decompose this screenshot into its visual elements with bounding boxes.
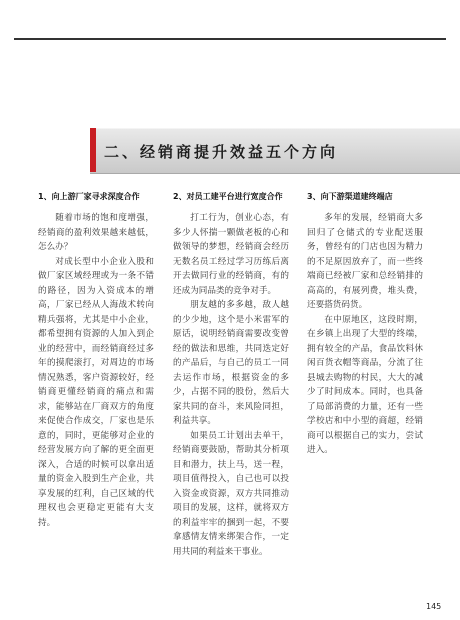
article-column-3 bbox=[307, 191, 423, 458]
page-number: 145 bbox=[426, 602, 442, 611]
header-rule bbox=[14, 38, 446, 40]
paragraph: 对成长型中小企业入股和做厂家区域经理或为一条不错的路径，因为入资成本的增高，厂家已经从人海战术转向精兵强将，尤其是中小企业，都希望拥有资源的人加入到企业的经营中，而经销商经过多年的摸爬滚打，对周边的市场情况熟悉，客户资源较好，经销商更懂经销商的痛点和需求，能够站在厂商双方的角度来促使合作成交，厂家也是乐意的，同时，更能够对企业的经营发展方向了解的更全面更深入，合适的时候可以拿出适量的资金入股到生产企业，共享发展的红利，自己区域的代理权也会更稳定更能有大支持。 bbox=[38, 256, 154, 528]
paragraph: 在中原地区，这段时期，在乡镇上出现了大型的终端，拥有较全的产品，食品饮料休闲百货衣帽等商品，分流了往县城去购物的村民，大大的减少了时间成本。同时，也具备了局部消费的力量，还有一些学校店和中小型的商超，经销商可以根据自己的实力，尝试进入。 bbox=[307, 314, 423, 455]
column-heading: 2、对员工建平台进行宽度合作 bbox=[173, 192, 283, 201]
column-heading: 1、向上游厂家寻求深度合作 bbox=[38, 192, 140, 201]
column-body bbox=[307, 211, 423, 458]
banner-accent-bar bbox=[90, 128, 96, 172]
column-body bbox=[173, 211, 289, 559]
paragraph: 朋友越的多多越，敌人越的少少地，这个是小米雷军的原话，说明经销商需要改变曾经的做法和思维，共同迭定好的产品后，与自己的员工一同去运作市场，根据资金的多少，占据不同的股份，然后大家共同的奋斗，来风险同担，利益共享。 bbox=[173, 300, 289, 426]
section-title: 二、经销商提升效益五个方向 bbox=[104, 143, 339, 161]
paragraph: 随着市场的饱和度增强，经销商的盈利效果越来越低，怎么办？ bbox=[38, 213, 154, 252]
paragraph: 多年的发展，经销商大多回归了仓储式的专业配送服务，曾经有的门店也因为精力的不足原因放弃了，而一些终端商已经被厂家和总经销排的高高的，有展列费，堆头费，还要搭货码货。 bbox=[307, 213, 423, 310]
column-body bbox=[38, 211, 154, 530]
column-heading: 3、向下游渠道建终端店 bbox=[307, 192, 393, 201]
paragraph: 如果员工计划出去单干，经销商要鼓励，帮助其分析项目和潜力，扶上马，送一程，项目值得投入，自己也可以投入资金或资源，双方共同推动项目的发展，这样，就将双方的利益牢牢的捆到一起，不要拿感情友情来绑架合作，一定用共同的利益来干事业。 bbox=[173, 430, 289, 557]
article-column-2 bbox=[173, 191, 289, 559]
article-column-1 bbox=[38, 191, 154, 530]
paragraph: 打工行为，创业心态，有多少人怀揣一颗做老板的心和做领导的梦想，经销商会经历无数名员工经过学习历练后离开去做同行业的经销商，有的还成为同品类的竞争对手。 bbox=[173, 213, 289, 296]
